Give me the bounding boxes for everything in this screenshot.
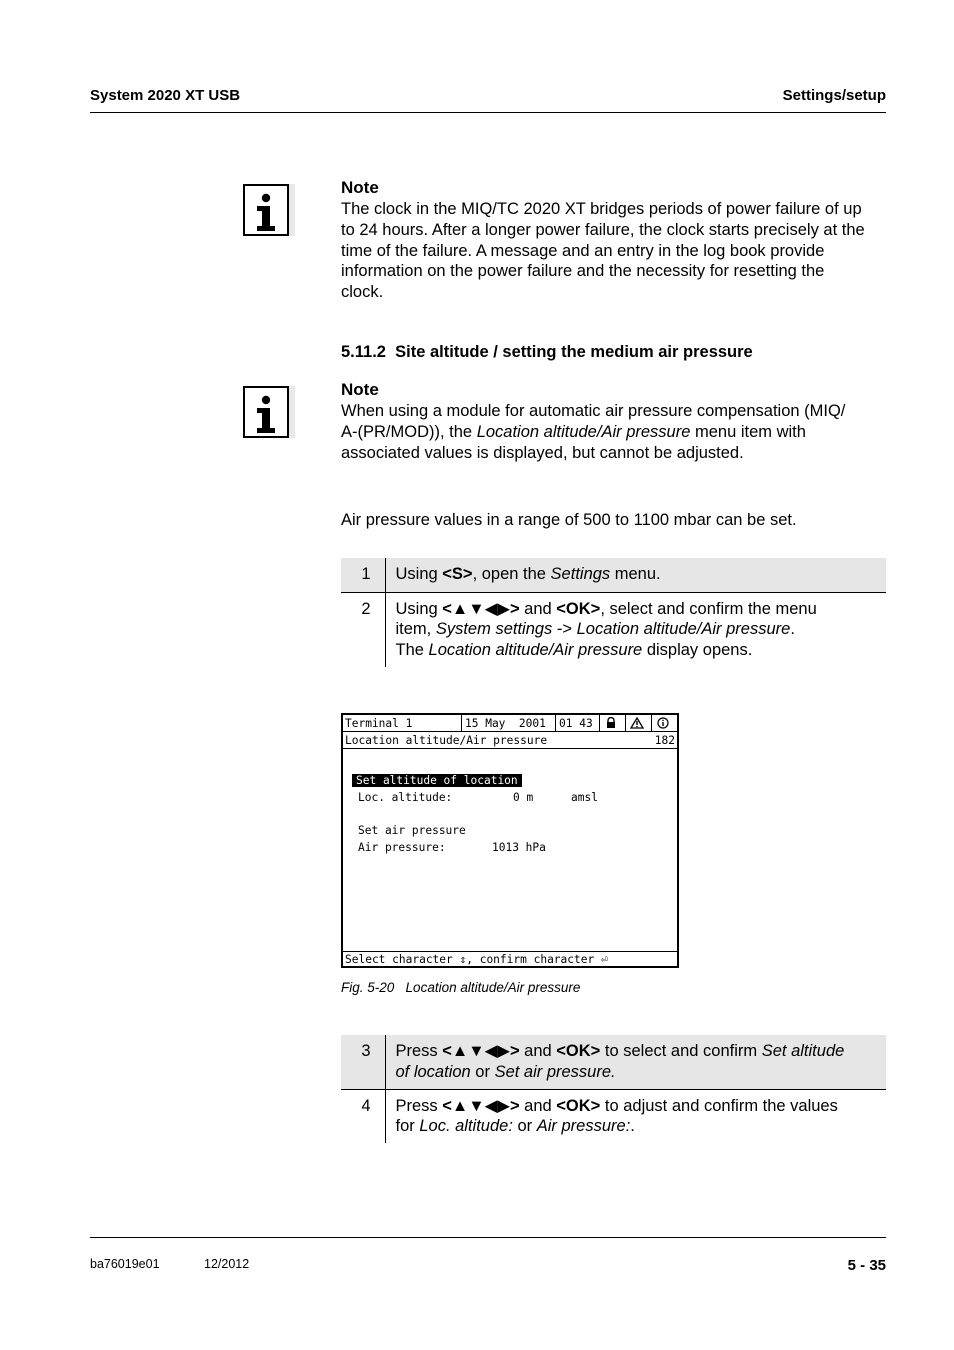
screen-status-bar: Select character ⇕, confirm character ⏎ — [345, 953, 608, 966]
altitude-unit: amsl — [571, 791, 598, 804]
screen-divider — [343, 951, 677, 952]
footer-rule — [90, 1237, 886, 1238]
device-screen — [341, 713, 679, 968]
info-icon — [243, 184, 295, 236]
altitude-value: 0 m — [513, 791, 534, 804]
step-row — [341, 1089, 886, 1143]
screen-time: 01 43 — [559, 717, 593, 730]
screen-code: 182 — [654, 734, 675, 747]
info-icon — [657, 717, 669, 732]
step-row — [341, 592, 886, 667]
screen-divider — [625, 715, 626, 732]
step-table — [341, 1035, 886, 1143]
step-row — [341, 1035, 886, 1089]
page-number: 5 - 35 — [847, 1257, 886, 1274]
intro-paragraph: Air pressure values in a range of 500 to 1100 mbar can be set. — [341, 511, 797, 529]
figure-caption: Fig. 5-20 Location altitude/Air pressure — [341, 980, 581, 995]
step-row — [341, 558, 886, 592]
running-header-right: Settings/setup — [782, 87, 886, 104]
air-pressure-value: 1013 hPa — [492, 841, 546, 854]
menu-item-set-air-pressure[interactable]: Set air pressure — [358, 824, 466, 837]
screen-divider — [461, 715, 462, 732]
step-text: Press <▲▼◀▶> and <OK> to select and confirm Set altitude of location or Set air pressure. — [395, 1042, 845, 1081]
air-pressure-label: Air pressure: — [358, 841, 446, 854]
screen-divider — [651, 715, 652, 732]
info-icon — [243, 386, 295, 438]
step-number: 1 — [341, 558, 385, 592]
screen-divider — [343, 748, 677, 749]
step-table — [341, 558, 886, 667]
lock-icon — [605, 717, 617, 732]
screen-date: 15 May 2001 — [465, 717, 546, 730]
running-header-left: System 2020 XT USB — [90, 87, 241, 104]
altitude-label: Loc. altitude: — [358, 791, 453, 804]
footer-doc-id: ba76019e01 — [90, 1257, 160, 1271]
header-rule — [90, 112, 886, 113]
step-number: 3 — [341, 1035, 385, 1089]
screen-terminal: Terminal 1 — [345, 717, 413, 730]
step-number: 2 — [341, 592, 385, 667]
section-heading: 5.11.2 Site altitude / setting the medium air pressure — [341, 343, 753, 361]
note-title: Note — [341, 380, 379, 399]
step-text: Using <▲▼◀▶> and <OK>, select and confirm the menu item, System settings -> Location altitude/Air pressure. The Location altitude/Air pressure display opens. — [385, 592, 886, 667]
step-text: Press <▲▼◀▶> and <OK> to adjust and confirm the values for Loc. altitude: or Air pressure:. — [385, 1089, 886, 1143]
step-text: Using <S>, open the Settings menu. — [395, 565, 661, 583]
note-body: When using a module for automatic air pressure compensation (MIQ/ A-(PR/MOD)), the Location altitude/Air pressure menu item with associated values is displayed, but cannot be adjusted. — [341, 402, 846, 462]
screen-title: Location altitude/Air pressure — [345, 734, 548, 747]
note-body: The clock in the MIQ/TC 2020 XT bridges periods of power failure of up to 24 hours. After a longer power failure, the clock starts precisely at the time of the failure. A message and an entry in the log book provide information on the power failure and the necessity for resetting the clock. — [341, 200, 865, 302]
menu-item-set-altitude[interactable]: Set altitude of location — [352, 774, 522, 787]
screen-divider — [599, 715, 600, 732]
footer-date: 12/2012 — [204, 1257, 250, 1271]
screen-divider — [343, 731, 677, 732]
warning-icon — [630, 717, 644, 732]
step-number: 4 — [341, 1089, 385, 1143]
note-title: Note — [341, 178, 379, 197]
screen-divider — [555, 715, 556, 732]
